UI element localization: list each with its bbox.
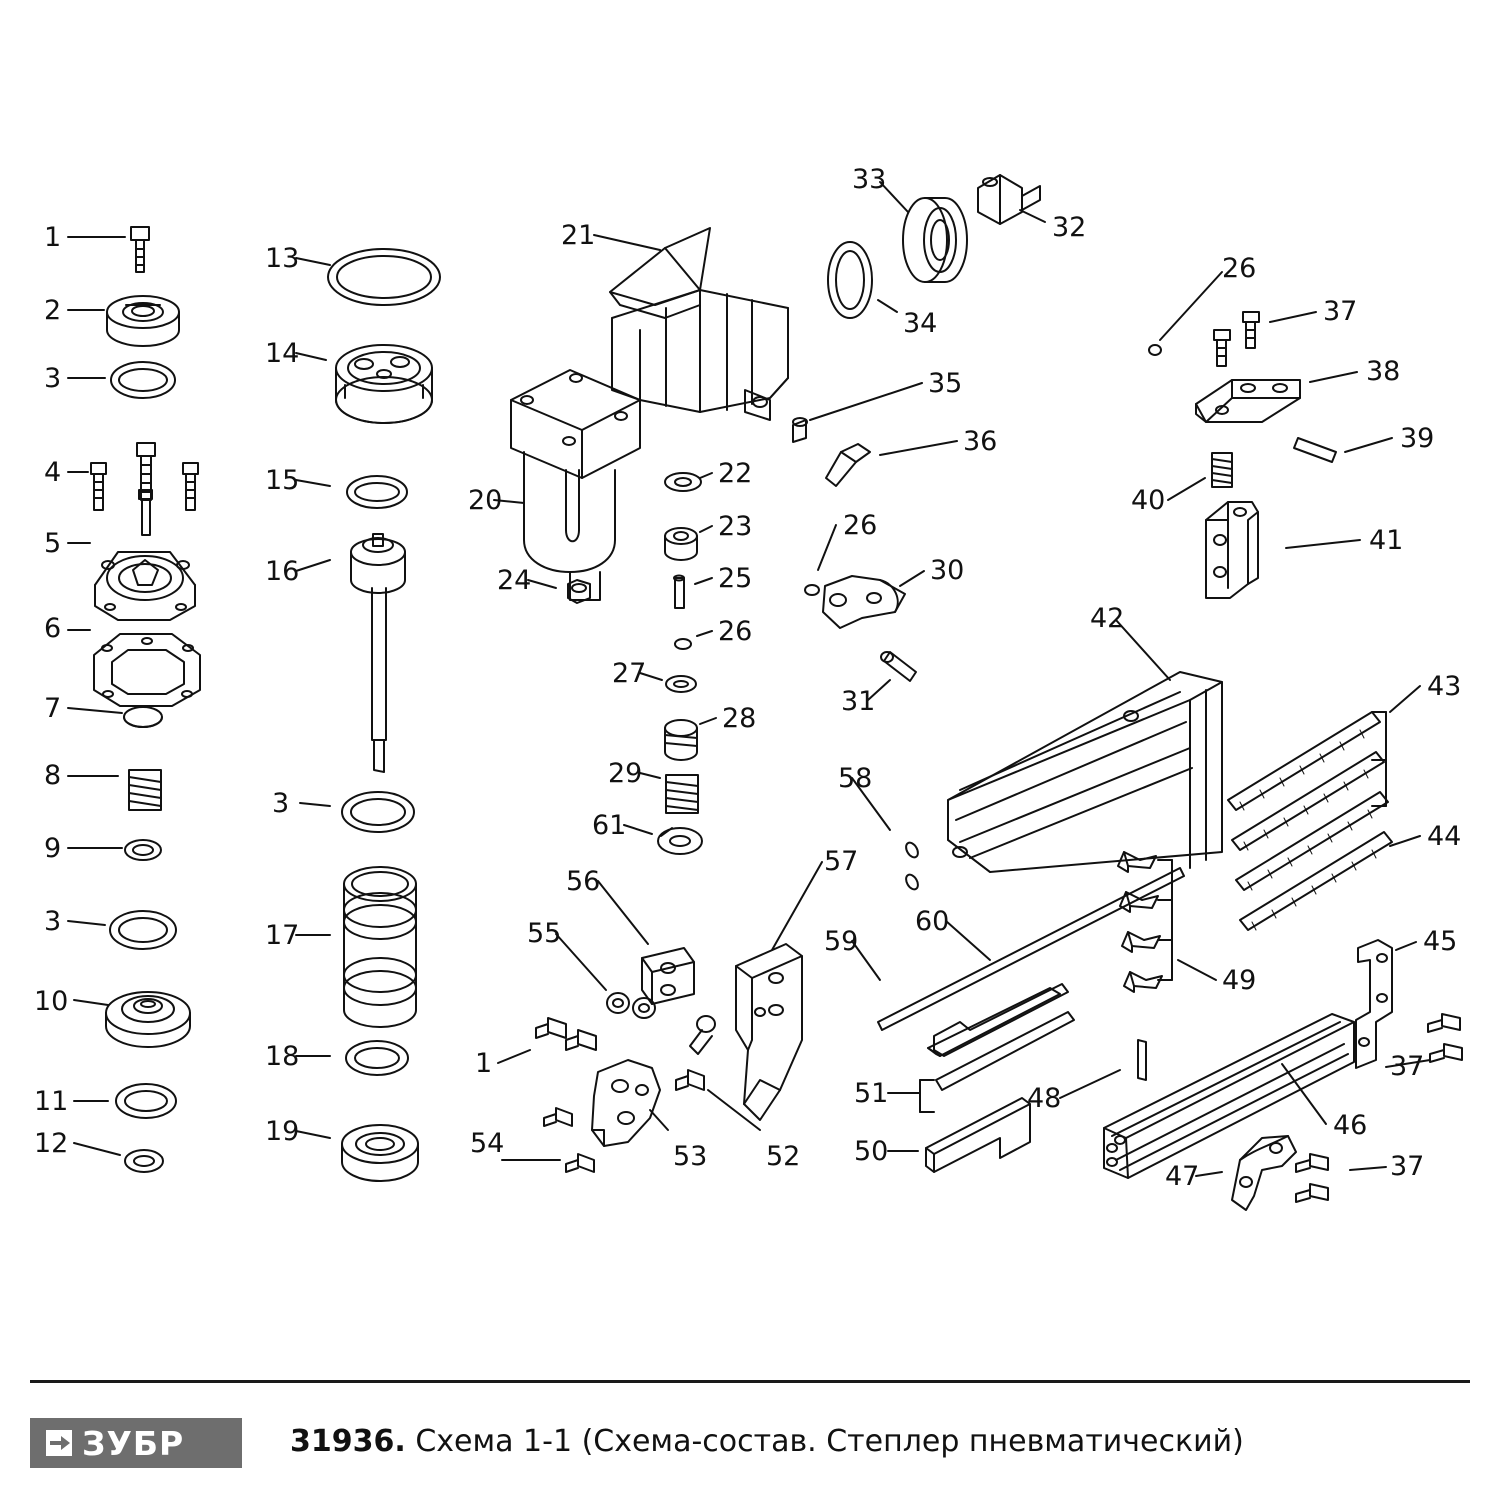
callout-25: 25 xyxy=(718,563,753,594)
callout-17: 17 xyxy=(265,920,300,951)
part-38-bracket xyxy=(1196,372,1357,422)
callout-3b: 3 xyxy=(44,906,62,937)
callout-50: 50 xyxy=(854,1136,889,1167)
part-46-magazine-body xyxy=(1104,1014,1354,1178)
callout-42: 42 xyxy=(1090,603,1125,634)
callout-1b: 1 xyxy=(475,1048,493,1079)
part-10-piston xyxy=(74,992,190,1047)
part-25-pin xyxy=(674,576,712,609)
part-14-valve-ring xyxy=(296,345,432,423)
callout-26a: 26 xyxy=(718,616,753,647)
callout-37c: 37 xyxy=(1390,1051,1425,1082)
part-40-spring xyxy=(1168,453,1232,500)
part-58-pins xyxy=(852,778,920,891)
callout-30: 30 xyxy=(930,555,965,586)
callout-56: 56 xyxy=(566,866,601,897)
callout-33: 33 xyxy=(852,164,887,195)
callout-37b: 37 xyxy=(1390,1151,1425,1182)
part-42-magazine-rail xyxy=(948,620,1222,872)
callout-52: 52 xyxy=(766,1141,801,1172)
callout-27: 27 xyxy=(612,658,647,689)
callout-16: 16 xyxy=(265,556,300,587)
callout-54: 54 xyxy=(470,1128,505,1159)
callout-3c: 3 xyxy=(272,788,290,819)
part-18-oring xyxy=(296,1041,408,1075)
part-47-lever xyxy=(1196,1136,1296,1210)
footer xyxy=(0,1380,1500,1500)
part-61-washer xyxy=(624,825,702,854)
callout-29: 29 xyxy=(608,758,643,789)
part-17-cylinder xyxy=(296,867,416,1027)
part-3-oring-a xyxy=(68,362,175,398)
brand-name: ЗУБР xyxy=(82,1423,185,1463)
callout-36: 36 xyxy=(963,426,998,457)
callout-28: 28 xyxy=(722,703,757,734)
part-1-screws-b xyxy=(498,1018,596,1063)
part-1-screw xyxy=(68,227,149,272)
callout-6: 6 xyxy=(44,613,62,644)
part-28-bushing xyxy=(665,718,716,760)
part-12-washer xyxy=(74,1143,163,1172)
callout-2: 2 xyxy=(44,295,62,326)
part-9-oring xyxy=(68,840,161,860)
callout-58: 58 xyxy=(838,763,873,794)
part-49-pins xyxy=(1118,852,1216,992)
part-41-safety-bracket xyxy=(1206,502,1360,598)
callout-38: 38 xyxy=(1366,356,1401,387)
callout-34: 34 xyxy=(903,308,938,339)
callout-11: 11 xyxy=(34,1086,69,1117)
part-32-fitting xyxy=(978,175,1045,224)
callout-37a: 37 xyxy=(1323,296,1358,327)
part-23-bushing xyxy=(665,526,712,560)
part-33-cap xyxy=(880,182,967,282)
part-3-oring-c xyxy=(300,792,414,832)
callout-5: 5 xyxy=(44,528,62,559)
callout-55: 55 xyxy=(527,918,562,949)
part-8-spring xyxy=(68,770,161,810)
part-15-oring xyxy=(296,476,407,508)
callout-18: 18 xyxy=(265,1041,300,1072)
part-26-ball-c xyxy=(1149,272,1222,355)
part-35-screw xyxy=(793,383,922,442)
part-13-oring xyxy=(296,249,440,305)
callout-31: 31 xyxy=(841,686,876,717)
callout-20: 20 xyxy=(468,485,503,516)
callout-43: 43 xyxy=(1427,671,1462,702)
part-3-oring-b xyxy=(68,911,176,949)
callout-24: 24 xyxy=(497,565,532,596)
callout-4: 4 xyxy=(44,457,62,488)
callout-57: 57 xyxy=(824,846,859,877)
part-7-disc xyxy=(68,707,162,727)
part-19-bumper xyxy=(296,1125,418,1181)
callout-39: 39 xyxy=(1400,423,1435,454)
diagram-code: 31936. xyxy=(290,1424,406,1459)
part-45-clip xyxy=(1356,940,1416,1068)
arrow-icon xyxy=(46,1430,72,1456)
part-6-gasket xyxy=(68,630,200,706)
callout-9: 9 xyxy=(44,833,62,864)
part-26-ball-a xyxy=(675,631,712,649)
part-29-spring xyxy=(640,773,698,813)
diagram-caption-text: Схема 1-1 (Схема-состав. Степлер пневматический) xyxy=(415,1424,1244,1459)
part-37-screws-a xyxy=(1214,312,1316,366)
callout-48: 48 xyxy=(1027,1083,1062,1114)
part-34-oring xyxy=(828,242,897,318)
part-60-rail xyxy=(928,921,1060,1056)
callout-21: 21 xyxy=(561,220,596,251)
callout-26b: 26 xyxy=(843,510,878,541)
part-20-housing xyxy=(494,290,788,600)
diagram-caption xyxy=(290,1424,1244,1459)
callout-40: 40 xyxy=(1131,485,1166,516)
callout-15: 15 xyxy=(265,465,300,496)
callout-10: 10 xyxy=(34,986,69,1017)
part-37-screws-c xyxy=(1296,1154,1386,1202)
callout-46: 46 xyxy=(1333,1110,1368,1141)
callout-12: 12 xyxy=(34,1128,69,1159)
callout-45: 45 xyxy=(1423,926,1458,957)
callout-13: 13 xyxy=(265,243,300,274)
part-39-pin xyxy=(1294,438,1392,462)
part-56-plate xyxy=(598,881,694,1004)
callout-44: 44 xyxy=(1427,821,1462,852)
callout-41: 41 xyxy=(1369,525,1404,556)
part-53-trigger-housing xyxy=(592,1060,668,1146)
brand-logo xyxy=(30,1418,242,1468)
callout-47: 47 xyxy=(1165,1161,1200,1192)
part-16-driver-blade xyxy=(296,534,405,772)
callout-26c: 26 xyxy=(1222,253,1257,284)
part-22-washer xyxy=(665,473,712,491)
part-30-lever xyxy=(823,571,924,628)
callout-51: 51 xyxy=(854,1078,889,1109)
part-11-oring xyxy=(74,1084,176,1118)
callout-59: 59 xyxy=(824,926,859,957)
callout-1a: 1 xyxy=(44,222,62,253)
part-48-pin xyxy=(1060,1040,1146,1098)
part-2-cap xyxy=(68,296,179,346)
part-36-bolt xyxy=(826,441,957,486)
callout-8: 8 xyxy=(44,760,62,791)
callout-61: 61 xyxy=(592,810,627,841)
callout-49: 49 xyxy=(1222,965,1257,996)
part-57-nose-plate xyxy=(736,862,822,1120)
callout-35: 35 xyxy=(928,368,963,399)
part-43-44-staple-strips xyxy=(1228,686,1420,930)
callout-23: 23 xyxy=(718,511,753,542)
callout-53: 53 xyxy=(673,1141,708,1172)
callout-19: 19 xyxy=(265,1116,300,1147)
part-21-grip-cover xyxy=(594,228,710,318)
callout-60: 60 xyxy=(915,906,950,937)
part-27-washer xyxy=(640,673,696,692)
callout-32: 32 xyxy=(1052,212,1087,243)
callout-14: 14 xyxy=(265,338,300,369)
footer-divider xyxy=(30,1380,1470,1383)
callout-3a: 3 xyxy=(44,363,62,394)
part-54-screw xyxy=(502,1108,594,1172)
part-4-screws xyxy=(68,443,198,535)
callout-22: 22 xyxy=(718,458,753,489)
part-50-pusher xyxy=(888,1098,1030,1172)
callout-7: 7 xyxy=(44,693,62,724)
part-5-head-cover xyxy=(68,543,195,620)
